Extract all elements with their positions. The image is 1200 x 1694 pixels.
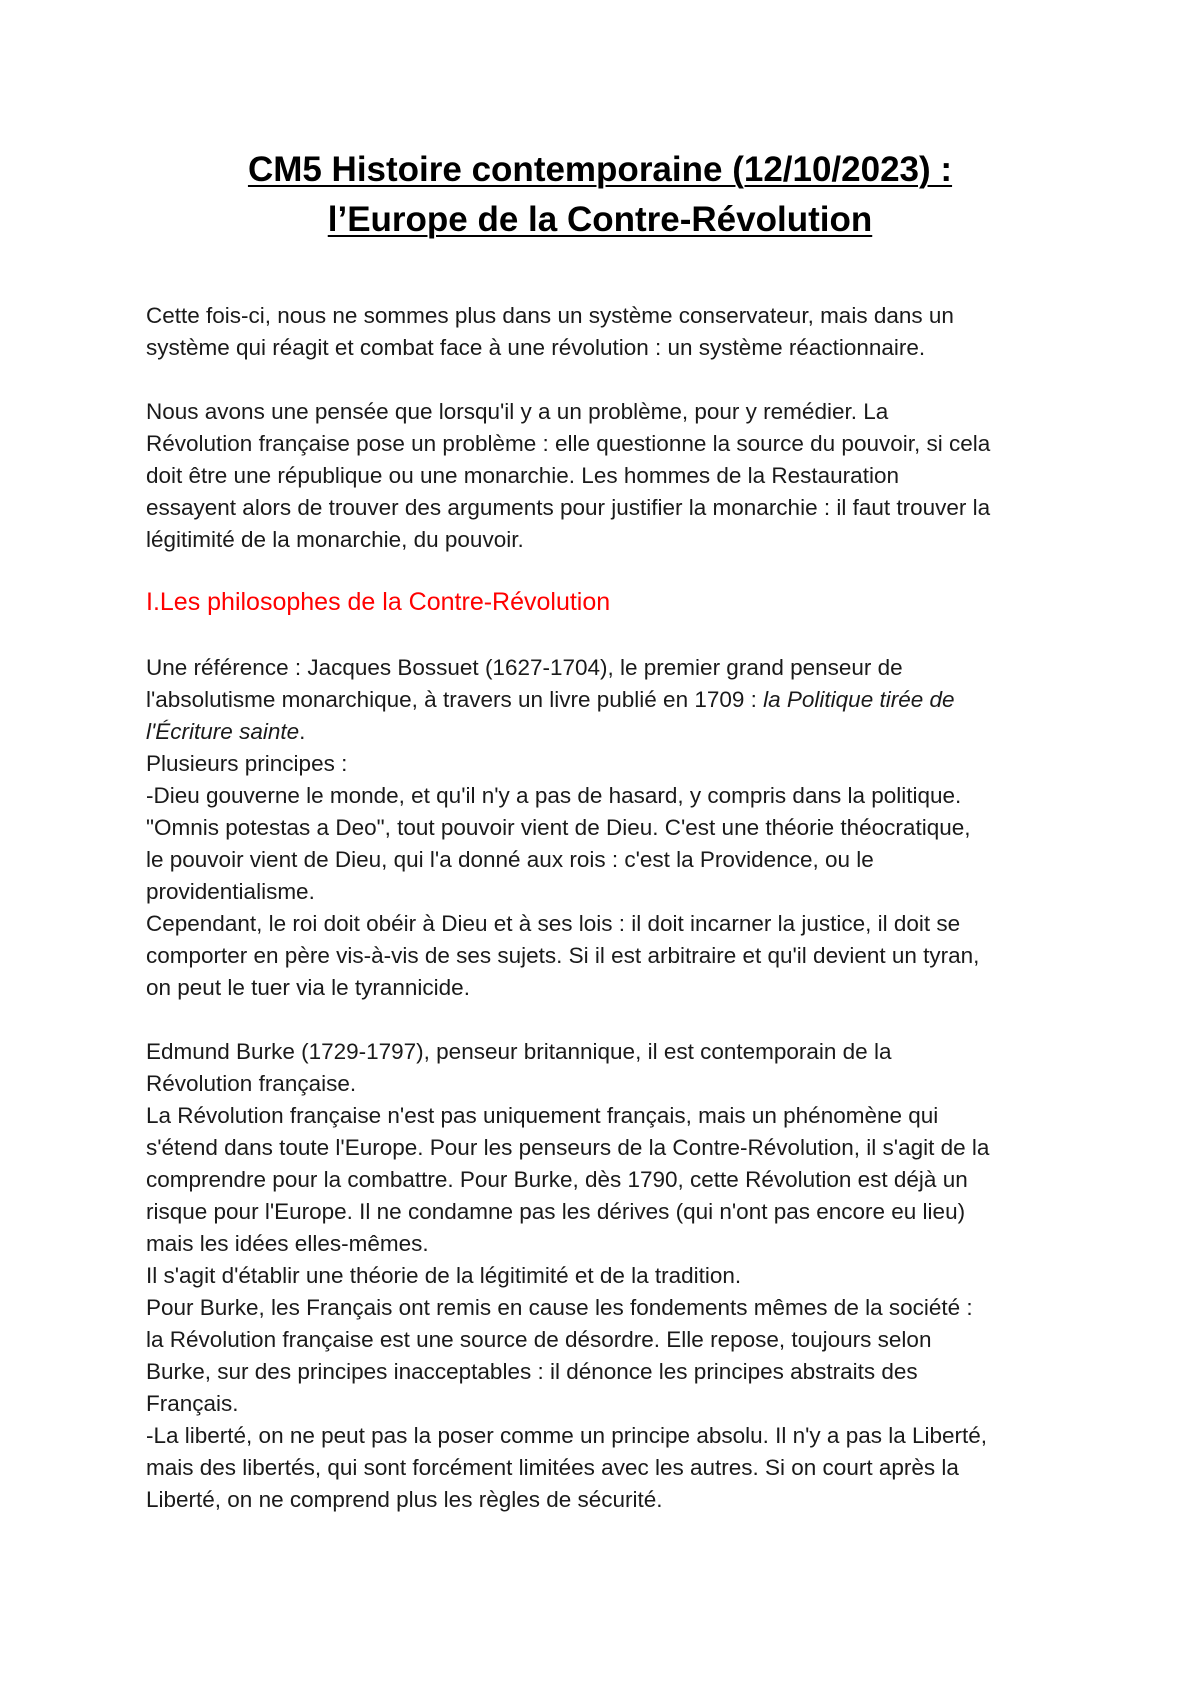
text-line: Pour Burke, les Français ont remis en cause les fondements mêmes de la société : bbox=[146, 1295, 973, 1320]
text-line: Cette fois-ci, nous ne sommes plus dans un système conservateur, mais dans un bbox=[146, 303, 954, 328]
text-line: essayent alors de trouver des arguments pour justifier la monarchie : il faut trouver la bbox=[146, 495, 991, 520]
text-line: légitimité de la monarchie, du pouvoir. bbox=[146, 527, 524, 552]
text-line: Une référence : Jacques Bossuet (1627-1704), le premier grand penseur de bbox=[146, 655, 903, 680]
paragraph-burke bbox=[146, 1036, 1066, 1516]
text-line: La Révolution française n'est pas uniquement français, mais un phénomène qui bbox=[146, 1103, 939, 1128]
book-title: la Politique tirée de bbox=[763, 687, 955, 712]
section-heading: I.Les philosophes de la Contre-Révolution bbox=[146, 588, 611, 616]
text-line: Nous avons une pensée que lorsqu'il y a un problème, pour y remédier. La bbox=[146, 399, 889, 424]
text-line: "Omnis potestas a Deo", tout pouvoir vient de Dieu. C'est une théorie théocratique, bbox=[146, 815, 971, 840]
title-line-1: CM5 Histoire contemporaine (12/10/2023) : bbox=[247, 150, 953, 189]
text-line: providentialisme. bbox=[146, 879, 315, 904]
text-line: doit être une république ou une monarchie. Les hommes de la Restauration bbox=[146, 463, 899, 488]
text-line: système qui réagit et combat face à une révolution : un système réactionnaire. bbox=[146, 335, 926, 360]
text-line: comprendre pour la combattre. Pour Burke, dès 1790, cette Révolution est déjà un bbox=[146, 1167, 968, 1192]
text-line: risque pour l'Europe. Il ne condamne pas les dérives (qui n'ont pas encore eu lieu) bbox=[146, 1199, 966, 1224]
text-line: Cependant, le roi doit obéir à Dieu et à ses lois : il doit incarner la justice, il doit se bbox=[146, 911, 961, 936]
text-line: Révolution française pose un problème : elle questionne la source du pouvoir, si cela bbox=[146, 431, 991, 456]
text-line: comporter en père vis-à-vis de ses sujets. Si il est arbitraire et qu'il devient un tyran, bbox=[146, 943, 980, 968]
text-line: . bbox=[299, 719, 306, 744]
book-title: l'Écriture sainte bbox=[146, 719, 300, 744]
text-line: Plusieurs principes : bbox=[146, 751, 348, 776]
text-line: s'étend dans toute l'Europe. Pour les penseurs de la Contre-Révolution, il s'agit de la bbox=[146, 1135, 990, 1160]
text-line: Révolution française. bbox=[146, 1071, 357, 1096]
title-line-2: l’Europe de la Contre-Révolution bbox=[327, 200, 873, 239]
paragraph-bossuet bbox=[146, 652, 1066, 1004]
text-line: Français. bbox=[146, 1391, 239, 1416]
text-line: mais des libertés, qui sont forcément limitées avec les autres. Si on court après la bbox=[146, 1455, 959, 1480]
text-line: -La liberté, on ne peut pas la poser comme un principe absolu. Il n'y a pas la Liberté, bbox=[146, 1423, 988, 1448]
text-line: -Dieu gouverne le monde, et qu'il n'y a pas de hasard, y compris dans la politique. bbox=[146, 783, 962, 808]
document-body bbox=[146, 300, 1066, 1516]
text-line: Edmund Burke (1729-1797), penseur britannique, il est contemporain de la bbox=[146, 1039, 892, 1064]
text-line: Burke, sur des principes inacceptables : il dénonce les principes abstraits des bbox=[146, 1359, 918, 1384]
paragraph-intro-1 bbox=[146, 300, 1066, 364]
paragraph-intro-2 bbox=[146, 396, 1066, 556]
text-line: la Révolution française est une source de désordre. Elle repose, toujours selon bbox=[146, 1327, 932, 1352]
text-line: Il s'agit d'établir une théorie de la légitimité et de la tradition. bbox=[146, 1263, 742, 1288]
text-line: l'absolutisme monarchique, à travers un livre publié en 1709 : bbox=[146, 687, 764, 712]
text-line: on peut le tuer via le tyrannicide. bbox=[146, 975, 470, 1000]
text-line: Liberté, on ne comprend plus les règles de sécurité. bbox=[146, 1487, 663, 1512]
text-line: mais les idées elles-mêmes. bbox=[146, 1231, 429, 1256]
text-line: le pouvoir vient de Dieu, qui l'a donné aux rois : c'est la Providence, ou le bbox=[146, 847, 874, 872]
document-title bbox=[0, 145, 1200, 245]
